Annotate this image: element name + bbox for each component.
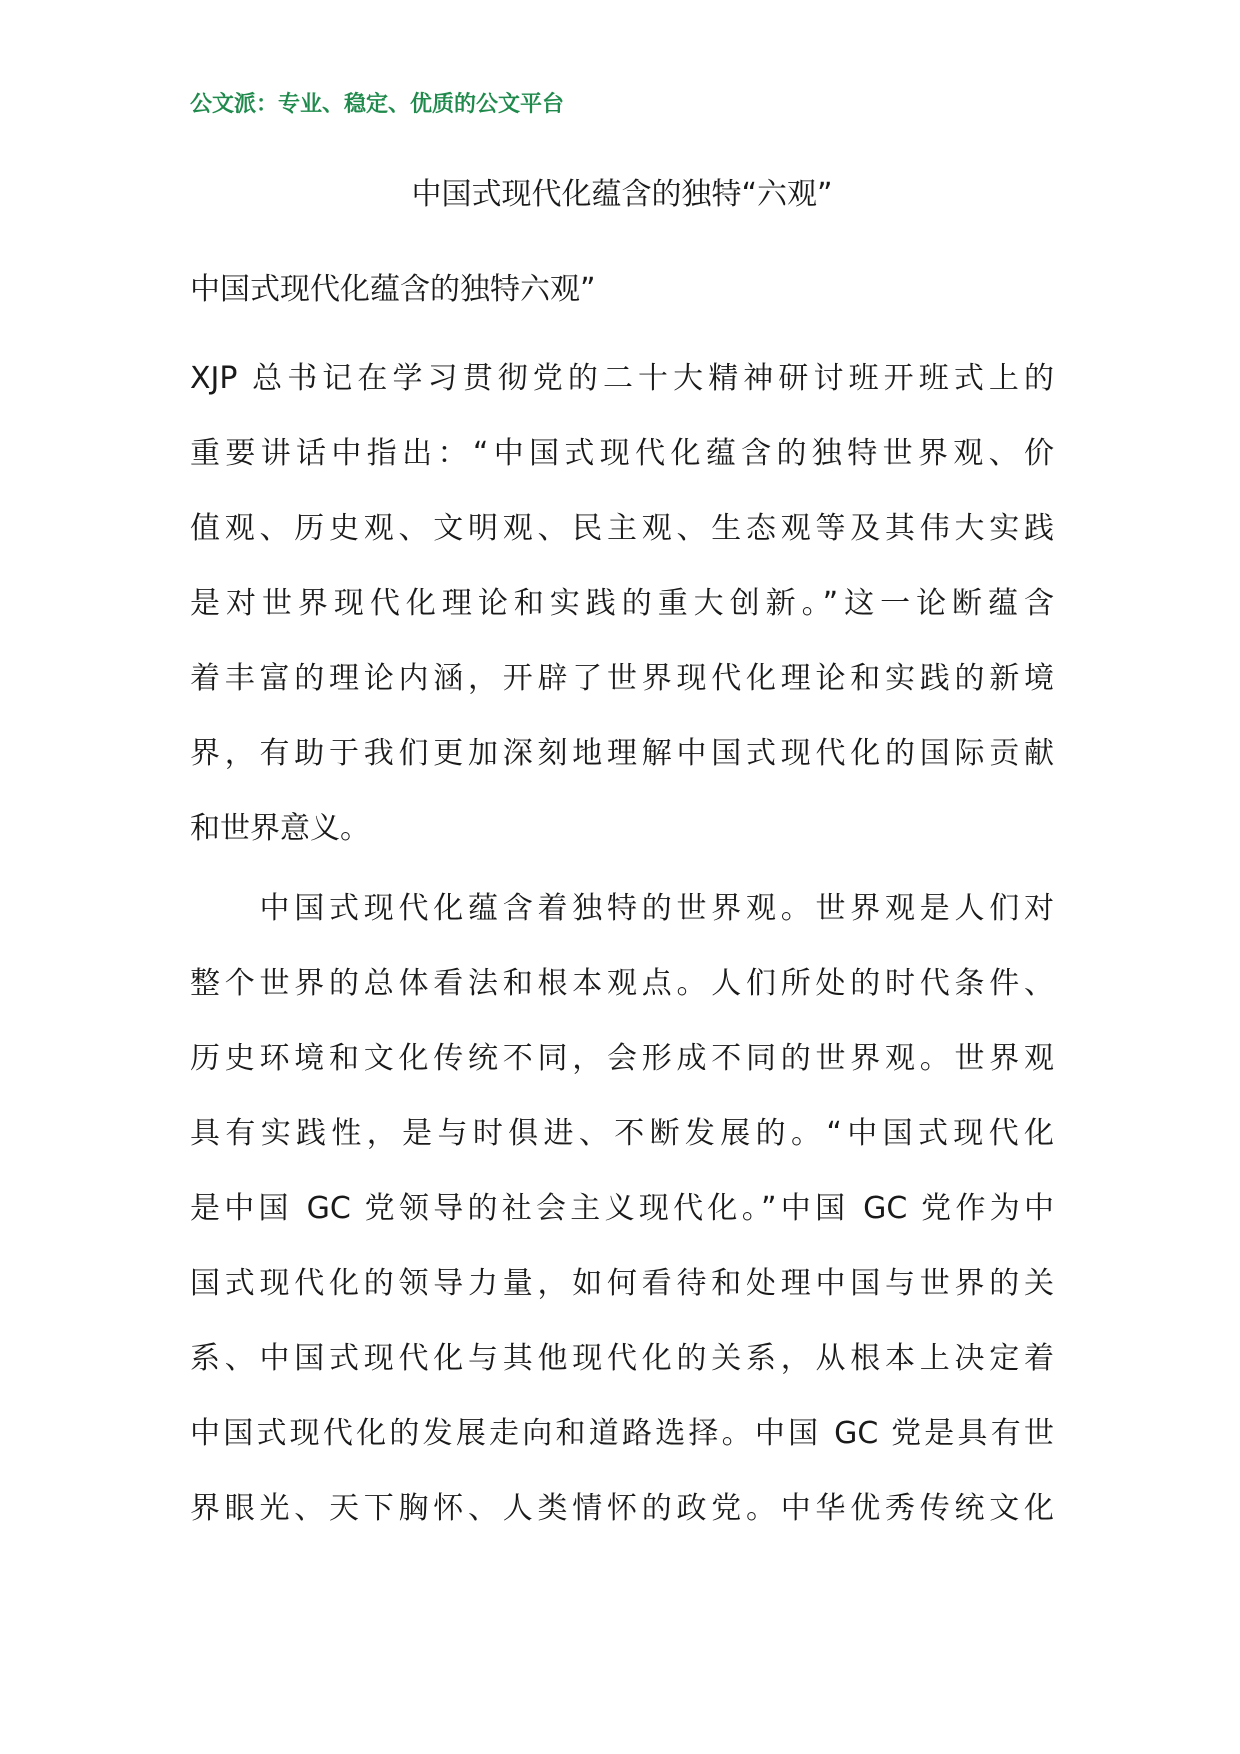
text-line: 着丰富的理论内涵，开辟了世界现代化理论和实践的新境 bbox=[190, 661, 1054, 696]
text-line: XJP 总书记在学习贯彻党的二十大精神研讨班开班式上的 bbox=[190, 361, 1054, 396]
text-line: 和世界意义。 bbox=[190, 811, 370, 846]
text-line: 历史环境和文化传统不同，会形成不同的世界观。世界观 bbox=[190, 1041, 1054, 1076]
text-line: 系、中国式现代化与其他现代化的关系，从根本上决定着 bbox=[190, 1341, 1054, 1376]
text-line: 具有实践性，是与时俱进、不断发展的。“中国式现代化 bbox=[190, 1116, 1054, 1151]
text-line: 中国式现代化的发展走向和道路选择。中国 GC 党是具有世 bbox=[190, 1416, 1054, 1451]
paragraph-2 bbox=[190, 887, 1054, 1562]
document-title: 中国式现代化蕴含的独特“六观” bbox=[411, 177, 833, 212]
text-line: 是对世界现代化理论和实践的重大创新。”这一论断蕴含 bbox=[190, 586, 1054, 621]
text-line: 值观、历史观、文明观、民主观、生态观等及其伟大实践 bbox=[190, 511, 1054, 546]
header-brand: 公文派：专业、稳定、优质的公文平台 bbox=[190, 92, 565, 117]
text-line: 是中国 GC 党领导的社会主义现代化。”中国 GC 党作为中 bbox=[190, 1191, 1054, 1226]
text-line: 界，有助于我们更加深刻地理解中国式现代化的国际贡献 bbox=[190, 736, 1054, 771]
text-line: 重要讲话中指出：“中国式现代化蕴含的独特世界观、价 bbox=[190, 436, 1054, 471]
document-subtitle: 中国式现代化蕴含的独特六观” bbox=[190, 272, 596, 307]
text-line: 整个世界的总体看法和根本观点。人们所处的时代条件、 bbox=[190, 966, 1054, 1001]
text-line: 国式现代化的领导力量，如何看待和处理中国与世界的关 bbox=[190, 1266, 1054, 1301]
paragraph-1 bbox=[190, 357, 1054, 882]
text-line: 中国式现代化蕴含着独特的世界观。世界观是人们对 bbox=[190, 891, 1054, 926]
text-line: 界眼光、天下胸怀、人类情怀的政党。中华优秀传统文化 bbox=[190, 1491, 1054, 1526]
document-body bbox=[190, 357, 1054, 1562]
